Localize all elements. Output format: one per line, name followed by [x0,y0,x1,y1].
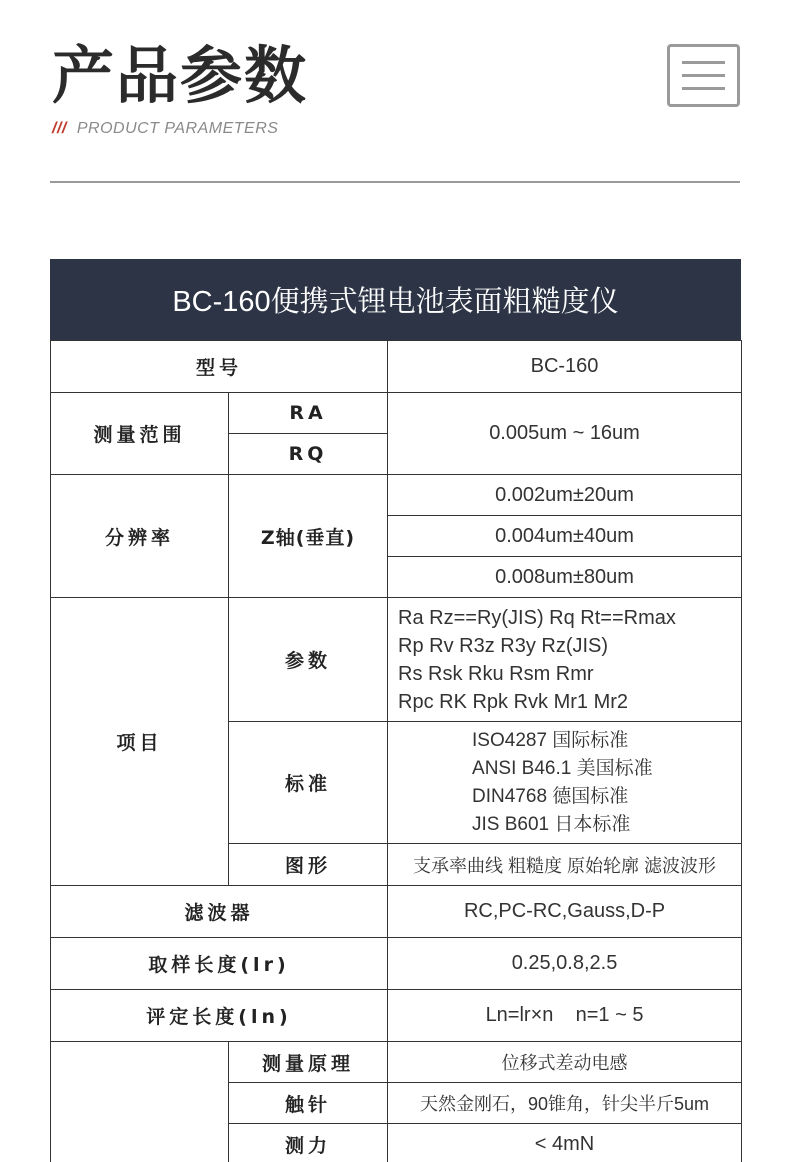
filter-label: 滤波器 [51,886,388,938]
table-row [51,886,742,938]
params-value [388,598,742,722]
table-row [51,1042,742,1083]
range-value: 0.005um ~ 16um [388,393,742,475]
params-line: Ra Rz==Ry(JIS) Rq Rt==Rmax [398,606,676,629]
evaluation-value: Ln=lr×n n=1 ~ 5 [388,990,742,1042]
standard-line: ISO4287 国际标准 [472,729,629,751]
spec-table [50,259,741,1162]
standard-line: DIN4768 德国标准 [472,785,629,807]
items-label: 项目 [51,598,229,886]
sampling-label: 取样长度(lr) [51,938,388,990]
evaluation-label: 评定长度(ln) [51,990,388,1042]
stylus-value: 天然金刚石，90锥角，针尖半斤5um [388,1083,742,1124]
params-line: Rpc RK Rpk Rvk Mr1 Mr2 [398,690,629,713]
params-label: 参数 [229,598,388,722]
filter-value: RC,PC-RC,Gauss,D-P [388,886,742,938]
menu-icon[interactable] [667,44,740,107]
table-row [51,938,742,990]
sampling-value: 0.25,0.8,2.5 [388,938,742,990]
model-label: 型号 [51,341,388,393]
resolution-label: 分辨率 [51,475,229,598]
sensor-group-cell [51,1042,229,1162]
menu-icon-line [682,61,725,64]
table-row [51,341,742,393]
spec-table-title: BC-160便携式锂电池表面粗糙度仪 [50,259,741,340]
table-row [51,990,742,1042]
range-sub-ra: RA [229,393,388,434]
params-line: Rp Rv R3z R3y Rz(JIS) [398,634,609,657]
params-line: Rs Rsk Rku Rsm Rmr [398,662,594,685]
range-label: 测量范围 [51,393,229,475]
table-row [51,475,742,516]
range-sub-rq: RQ [229,434,388,475]
force-label: 测力 [229,1124,388,1162]
model-value: BC-160 [388,341,742,393]
standards-value [388,722,742,844]
table-row [51,598,742,722]
force-value: < 4mN [388,1124,742,1162]
menu-icon-line [682,87,725,90]
subtitle-text: PRODUCT PARAMETERS [76,120,279,137]
resolution-value: 0.008um±80um [388,557,742,598]
standard-line: JIS B601 日本标准 [472,813,631,835]
page-header [0,0,790,200]
principle-label: 测量原理 [229,1042,388,1083]
standards-label: 标准 [229,722,388,844]
stylus-label: 触针 [229,1083,388,1124]
graphics-label: 图形 [229,844,388,886]
table-row [51,393,742,434]
graphics-value: 支承率曲线 粗糙度 原始轮廓 滤波波形 [388,844,742,886]
menu-icon-line [682,74,725,77]
subtitle-marks: /// [52,120,67,137]
resolution-axis: Z轴(垂直) [229,475,388,598]
page-subtitle [52,120,278,138]
standard-line: ANSI B46.1 美国标准 [472,757,653,779]
header-divider [50,181,740,183]
spec-table-body [50,340,742,1162]
resolution-value: 0.004um±40um [388,516,742,557]
page-title: 产品参数 [52,39,309,112]
principle-value: 位移式差动电感 [388,1042,742,1083]
resolution-value: 0.002um±20um [388,475,742,516]
